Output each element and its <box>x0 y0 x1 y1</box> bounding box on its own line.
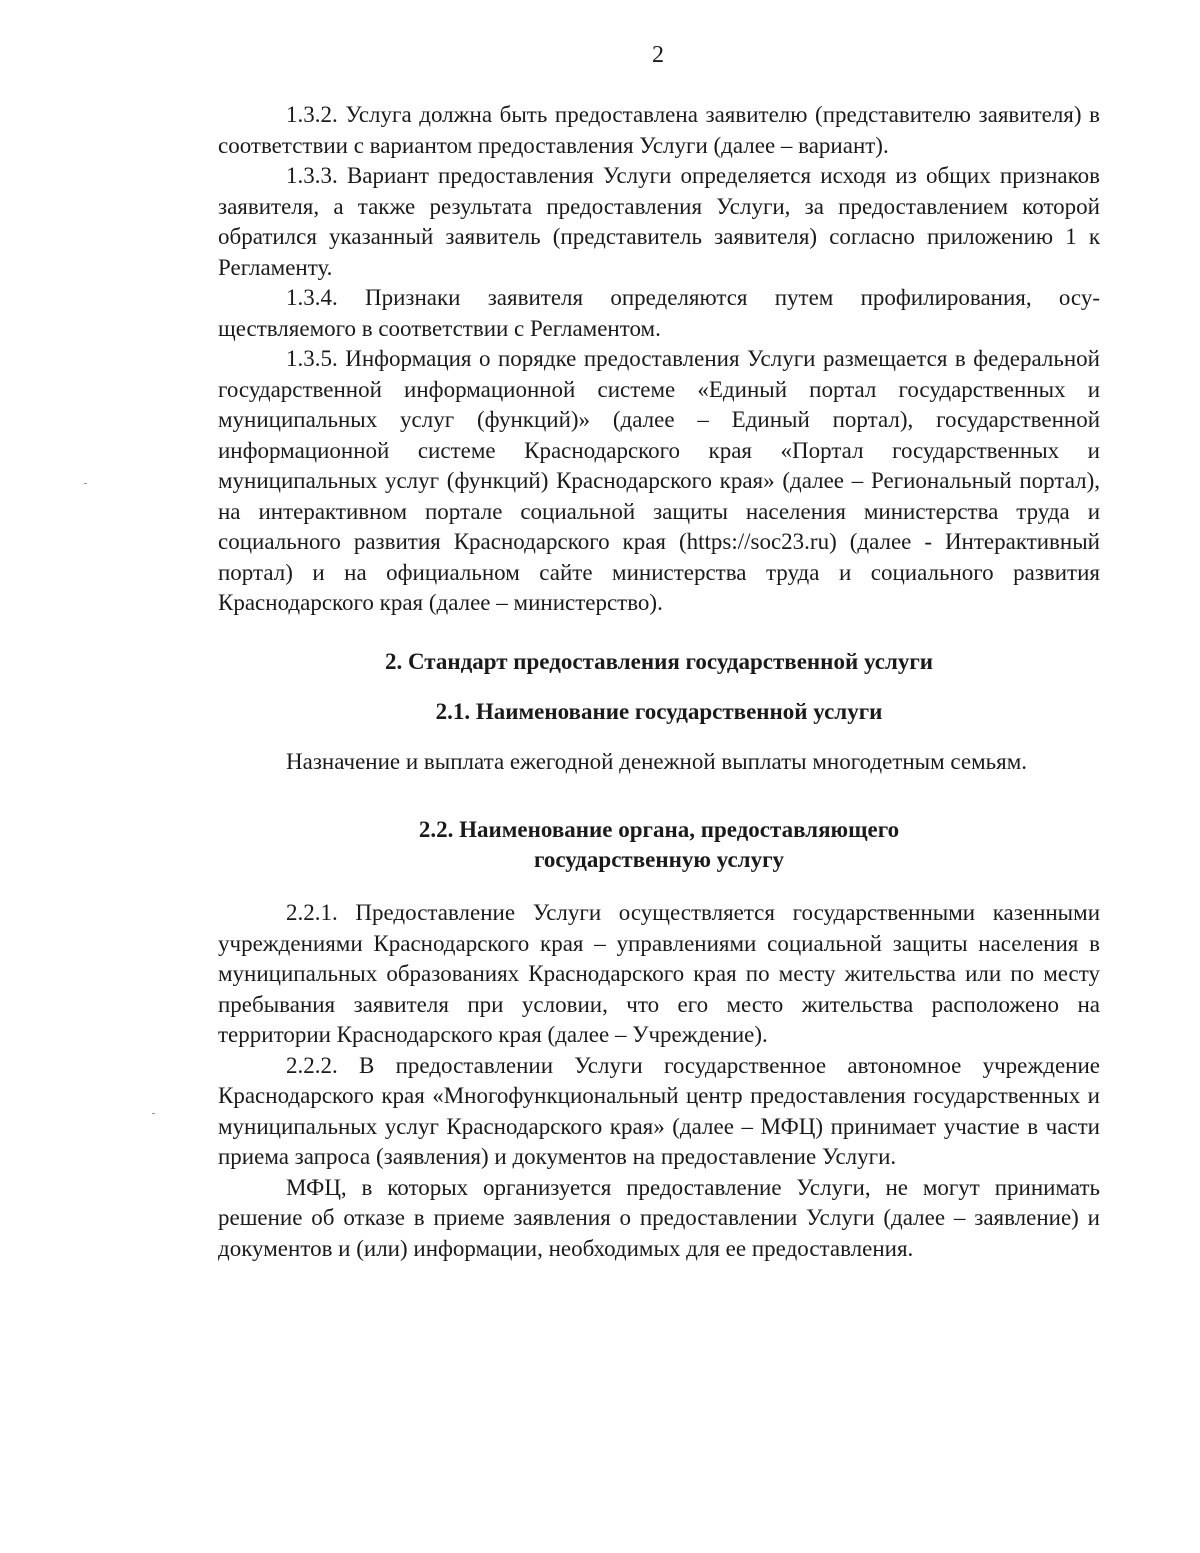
paragraph-1-3-5: 1.3.5. Информация о порядке предоставления Услуги размещается в федеральной государственной информационной системе «Единый портал государственных и муниципальных услуг (функций)» (далее – Единый портал), государственной информационной системе Краснодарского края «Портал государственных и муниципальных услуг (функций) Краснодарского края» (далее – Региональный портал), на интерактивном портале социальной защиты населения министерства труда и социального развития Краснодарского края (https://soc23.ru) (далее - Интерактивный портал) и на официальном сайте министерства труда и социального развития Краснодарского края (далее – министерство). <box>218 346 1100 615</box>
section-2-2-heading <box>218 815 1100 875</box>
page-number: 2 <box>652 42 664 68</box>
paragraph-mfc: МФЦ, в которых организуется предоставление Услуги, не могут принимать решение об отказе в приеме заявления о предоставлении Услуги (далее – заявление) и документов и (или) информации, необходимых для ее предоставления. <box>218 1174 1100 1261</box>
scan-mark <box>152 1113 155 1114</box>
paragraph-1-3-3: 1.3.3. Вариант предоставления Услуги определяется исходя из общих признаков заявителя, а также результата предоставления Услуги, за предоставлением которой обратился указанный заявитель (представитель заявителя) согласно приложению 1 к Регламенту. <box>218 163 1100 280</box>
section-2-1-heading: 2.1. Наименование государственной услуги <box>435 698 883 724</box>
section-2-2-heading-line-2: государственную услугу <box>533 847 785 872</box>
document-body <box>218 100 1100 1264</box>
paragraph-2-2-2: 2.2.2. В предоставлении Услуги государственное автономное учреждение Краснодарского края «Многофункциональный центр предоставления государственных и муниципальных услуг Краснодарского края» (далее – МФЦ) принимает участие в части приема запроса (заявления) и документов на предоставление Услуги. <box>218 1052 1100 1169</box>
paragraph-1-3-2: 1.3.2. Услуга должна быть предоставлена заявителю (представителю заявителя) в соответствии с вариантом предоставления Услуги (далее – вариант). <box>218 102 1100 158</box>
service-name-paragraph: Назначение и выплата ежегодной денежной выплаты многодетным семьям. <box>286 748 1028 774</box>
scan-mark <box>84 483 87 484</box>
paragraph-1-3-4: 1.3.4. Признаки заявителя определяются путем профилирования, осуществляемого в соответствии с Регламентом. <box>218 285 1100 341</box>
section-2-heading: 2. Стандарт предоставления государственной услуги <box>384 648 934 674</box>
section-2-2-heading-line-1: 2.2. Наименование органа, предоставляющего <box>418 817 900 842</box>
paragraph-2-2-1: 2.2.1. Предоставление Услуги осуществляется государственными казенными учреждениями Краснодарского края – управлениями социальной защиты населения в муниципальных образованиях Краснодарского края по месту жительства или по месту пребывания заявителя при условии, что его место жительства расположено на территории Краснодарского края (далее – Учреждение). <box>218 900 1100 1047</box>
